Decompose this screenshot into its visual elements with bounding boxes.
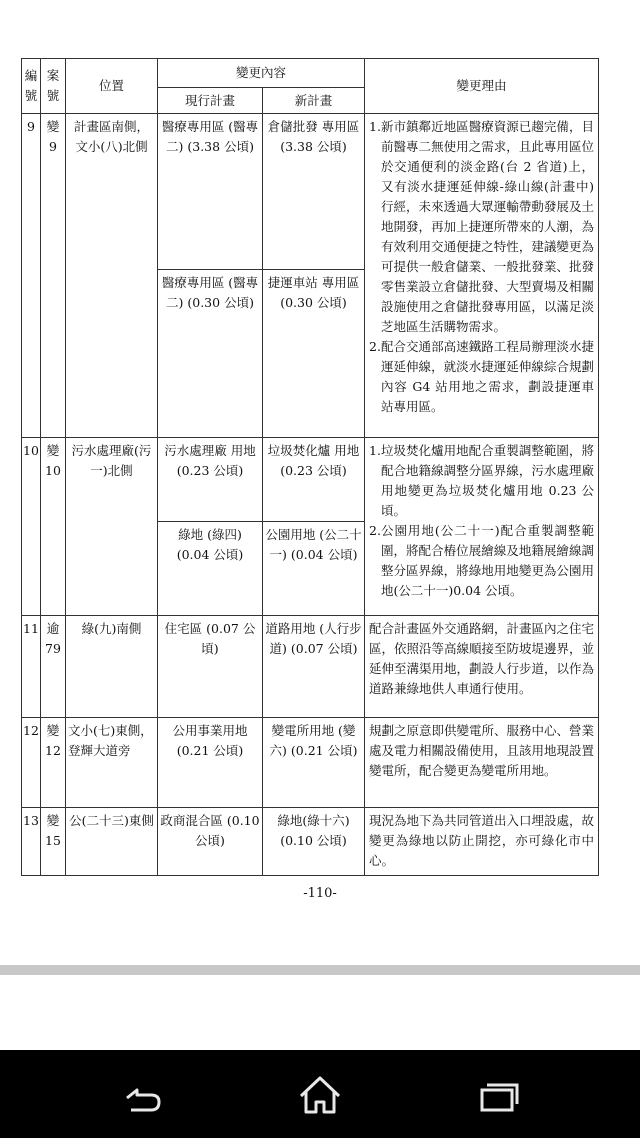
row-new-plan: 倉儲批發 專用區 (3.38 公頃): [263, 114, 365, 270]
next-page-area: [0, 975, 640, 1050]
row-case: 變 10: [41, 438, 66, 616]
row-reason: [365, 114, 599, 438]
header-location: 位置: [66, 59, 158, 114]
reason-item: 1. 新市鎮鄰近地區醫療資源已趨完備，目前醫專二無使用之需求，且此專用區位於交通便利的淡金路(台 2 省道)上，又有淡水捷運延伸線-綠山線(計畫中)行經，未來透過大眾運輸帶動發展及土地開發，再加上捷運所帶來的人潮，為有效利用交通便捷之特性，建議變更為可提供一般倉儲業、一般批發業、批發零售業設立倉儲批發、大型賣場及相關設施使用之倉儲批發專用區，以滿足淡芝地區生活購物需求。: [369, 119, 595, 334]
row-number: 12: [22, 718, 41, 808]
page-number: -110-: [303, 886, 337, 901]
row-case: 變 15: [41, 808, 66, 876]
row-reason: 現況為地下為共同管道出入口埋設處，故變更為綠地以防止開挖，亦可綠化市中心。: [365, 808, 599, 876]
header-change-content: 變更內容: [158, 59, 365, 88]
row-reason: [365, 438, 599, 616]
row-new-plan: 道路用地 (人行步道) (0.07 公頃): [263, 616, 365, 718]
row-new-plan: 捷運車站 專用區 (0.30 公頃): [263, 270, 365, 438]
header-no: 編號: [22, 59, 41, 114]
header-case: 案號: [41, 59, 66, 114]
navigation-bar: [0, 1050, 640, 1138]
header-new-plan: 新計畫: [263, 88, 365, 114]
row-number: 13: [22, 808, 41, 876]
row-new-plan: 垃圾焚化爐 用地 (0.23 公頃): [263, 438, 365, 522]
reason-item: 1. 垃圾焚化爐用地配合重製調整範圍，將配合地籍線調整分區界線，污水處理廠用地變更為垃圾焚化爐用地 0.23 公頃。: [369, 443, 595, 518]
header-row-1: [22, 59, 599, 88]
row-current-plan: 醫療專用區 (醫專二) (0.30 公頃): [158, 270, 263, 438]
reason-item: 2. 公園用地(公二十一)配合重製調整範圍，將配合樁位展繪線及地籍展繪線調整分區界線，將綠地用地變更為公園用地(公二十一)0.04 公頃。: [369, 523, 595, 598]
row-current-plan: 綠地 (綠四) (0.04 公頃): [158, 522, 263, 616]
row-case: 變 9: [41, 114, 66, 438]
row-location: 公(二十三)東側: [66, 808, 158, 876]
row-case: 逾 79: [41, 616, 66, 718]
header-current-plan: 現行計畫: [158, 88, 263, 114]
row-number: 9: [22, 114, 41, 438]
recent-apps-icon[interactable]: [473, 1070, 523, 1120]
change-table: [21, 58, 599, 876]
row-new-plan: 公園用地 (公二十一) (0.04 公頃): [263, 522, 365, 616]
row-new-plan: 變電所用地 (變六) (0.21 公頃): [263, 718, 365, 808]
row-case: 變 12: [41, 718, 66, 808]
header-reason: 變更理由: [365, 59, 599, 114]
table-row: [22, 616, 599, 718]
row-current-plan: 污水處理廠 用地 (0.23 公頃): [158, 438, 263, 522]
table-row: [22, 114, 599, 270]
row-location: 污水處理廠(污一)北側: [66, 438, 158, 616]
page-separator: [0, 965, 640, 975]
row-location: 計畫區南側，文小(八)北側: [66, 114, 158, 438]
row-reason: 配合計畫區外交通路網，計畫區內之住宅區，依照沿等高線順接至防坡堤邊界，並延伸至溝渠用地，劃設人行步道，以作為道路兼綠地供人車通行使用。: [365, 616, 599, 718]
row-current-plan: 政商混合區 (0.10 公頃): [158, 808, 263, 876]
table-row: [22, 808, 599, 876]
row-new-plan: 綠地(綠十六) (0.10 公頃): [263, 808, 365, 876]
table-row: [22, 438, 599, 522]
table-row: [22, 718, 599, 808]
reason-item: 2. 配合交通部高速鐵路工程局辦理淡水捷運延伸線，就淡水捷運延伸線綜合規劃內容 G4 站用地之需求，劃設捷運車站專用區。: [369, 339, 595, 414]
row-location: 綠(九)南側: [66, 616, 158, 718]
back-icon[interactable]: [117, 1070, 167, 1120]
home-icon[interactable]: [295, 1070, 345, 1120]
row-current-plan: 住宅區 (0.07 公頃): [158, 616, 263, 718]
row-current-plan: 公用事業用地 (0.21 公頃): [158, 718, 263, 808]
row-reason: 規劃之原意即供變電所、服務中心、營業處及電力相關設備使用，且該用地現設置變電所，配合變更為變電所用地。: [365, 718, 599, 808]
row-current-plan: 醫療專用區 (醫專二) (3.38 公頃): [158, 114, 263, 270]
row-number: 11: [22, 616, 41, 718]
row-location: 文小(七)東側，登輝大道旁: [66, 718, 158, 808]
row-number: 10: [22, 438, 41, 616]
